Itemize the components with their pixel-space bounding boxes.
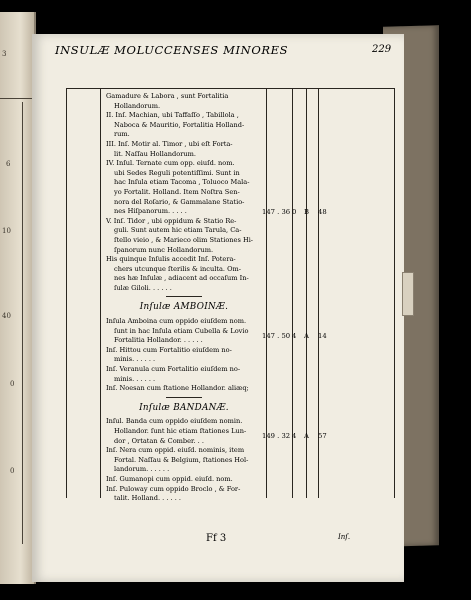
- section-title: Inſulæ AMBOINÆ.: [139, 302, 229, 313]
- left-page-rule: [22, 102, 23, 544]
- entry-line: Inſula Amboina cum oppido eiuſdem nom.: [106, 317, 247, 326]
- entry-line: nes hæ Inſulæ , adiacent ad occaſum In-: [114, 274, 249, 283]
- signature-mark: Ff 3: [206, 533, 227, 544]
- island-entry: [106, 140, 262, 159]
- column-rule: [100, 88, 101, 498]
- latitude-degrees: 4: [292, 332, 297, 340]
- island-entry: [106, 446, 262, 475]
- entry-line: guli. Sunt autem hic etiam Tarula, Ca-: [114, 226, 242, 235]
- longitude: 147 . 36: [262, 208, 291, 216]
- longitude: 149 . 32: [262, 432, 291, 440]
- column-rule: [66, 88, 67, 498]
- island-entry: [106, 475, 262, 485]
- entry-line: Inſ. Gumanopi cum oppid. eiuſd. nom.: [106, 474, 233, 483]
- latitude-minutes: 48: [318, 208, 327, 216]
- entry-line: chers utcunque ſterilis & inculta. Om-: [114, 264, 242, 273]
- entry-line: Inſ. Noesan cum ſtatione Hollandor. aliæq;: [106, 384, 249, 393]
- island-entry: [106, 159, 262, 217]
- entry-line: Inſ. Nera cum oppid. eiuſd. nominis, item: [106, 446, 245, 455]
- left-page-rule: [0, 98, 34, 99]
- entry-line: II. Inſ. Machian, ubi Taffaſſo , Tabillola ,: [106, 111, 239, 120]
- entry-line: Gamadure & Labora , sunt Fortalitia: [106, 92, 229, 100]
- header-rule: [66, 88, 394, 89]
- latitude-minutes: 14: [318, 332, 327, 340]
- left-page-edge: [0, 12, 36, 584]
- entry-line: III. Inſ. Motir al. Timor , ubi eſt Forta-: [106, 139, 233, 148]
- entry-line: rum.: [114, 130, 130, 139]
- entry-line: Hollandorum.: [114, 101, 161, 110]
- entry-line: Inſ. Puloway cum oppido Broclo , & For-: [106, 484, 241, 493]
- entry-line: dor , Ortatan & Comber. . .: [114, 436, 204, 445]
- entry-line: V. Inſ. Tidor , ubi oppidum & Statio Re-: [106, 216, 237, 225]
- left-page-mark: 0: [10, 380, 15, 388]
- page-number: 229: [372, 44, 392, 55]
- entry-line: ſpanorum nunc Hollandorum.: [114, 245, 214, 254]
- island-entry: [106, 111, 262, 140]
- island-entry: [106, 217, 262, 255]
- column-rule: [394, 88, 395, 498]
- island-entry: [106, 317, 262, 346]
- entry-line: ſtello vieio , & Marieco olim Stationes Hi-: [114, 235, 254, 244]
- entry-line: minis. . . . . .: [114, 355, 156, 364]
- entry-line: Inſul. Banda cum oppido eiuſdem nomin.: [106, 417, 243, 426]
- section-title: Inſulæ BANDANÆ.: [139, 402, 229, 413]
- latitude-degrees: 0: [292, 208, 297, 216]
- latitude-minutes: 57: [318, 432, 327, 440]
- island-entry: [106, 92, 262, 111]
- entry-line: minis. . . . . .: [114, 374, 156, 383]
- entry-line: talit. Holland. . . . . .: [114, 494, 182, 503]
- hemisphere: A: [304, 432, 309, 440]
- section-separator: [166, 397, 202, 398]
- latitude-degrees: 4: [292, 432, 297, 440]
- entry-line: Naboca & Mauritio, Fortalitia Holland-: [114, 120, 245, 129]
- entry-line: Inſ. Hittou cum Fortalitio eiuſdem no-: [106, 345, 232, 354]
- entry-line: Hollandor. ſunt hic etiam ſtationes Lun-: [114, 427, 247, 435]
- entry-line: His quinque Inſulis accedit Inſ. Potera-: [106, 255, 236, 264]
- left-page-mark: 10: [2, 227, 11, 235]
- left-page-mark: 0: [10, 467, 15, 475]
- hemisphere: B: [304, 208, 309, 216]
- entry-line: IV. Inſul. Ternate cum opp. eiuſd. nom.: [106, 159, 235, 168]
- island-entry: [106, 485, 262, 504]
- entry-line: nes Hiſpanorum. . . . .: [114, 207, 187, 216]
- entry-line: ſulæ Giloli. . . . . .: [114, 283, 172, 292]
- page-title: INSULÆ MOLUCCENSES MINORES: [55, 43, 289, 57]
- longitude: 147 . 50: [262, 332, 291, 340]
- entry-line: ubi Sedes Reguli potentiſſimi. Sunt in: [114, 168, 240, 177]
- island-entry: [106, 417, 262, 446]
- entry-line: lit. Naſſau Hollandorum.: [114, 149, 196, 158]
- entry-line: Fortalitia Hollandor. . . . . .: [114, 336, 203, 345]
- entry-line: nora del Roſario, & Gammalane Statio-: [114, 197, 245, 206]
- hemisphere: A: [304, 332, 309, 340]
- page-tab: [402, 272, 414, 316]
- entry-line: landorum. . . . . .: [114, 465, 170, 474]
- catchword: Inſ.: [338, 533, 351, 541]
- entry-line: hac Inſula etiam Tacoma , Toluoco Mala-: [114, 178, 250, 187]
- entries-column: [106, 92, 262, 504]
- island-entry: [106, 384, 262, 394]
- entry-line: Inſ. Veranula cum Fortalitio eiuſdem no-: [106, 365, 241, 374]
- island-entry: [106, 365, 262, 384]
- entry-line: ſunt in hac Inſula etiam Cubella & Lovio: [114, 326, 249, 335]
- left-page-mark: 3: [2, 50, 7, 58]
- section-separator: [166, 296, 202, 297]
- entry-line: Fortal. Naſſau & Belgium, ſtationes Hol-: [114, 455, 249, 464]
- left-page-mark: 40: [2, 312, 11, 320]
- island-entry: [106, 346, 262, 365]
- island-entry: [106, 255, 262, 293]
- left-page-mark: 6: [6, 160, 11, 168]
- entry-line: yo Fortalit. Holland. Item Noſtra Sen-: [114, 187, 240, 196]
